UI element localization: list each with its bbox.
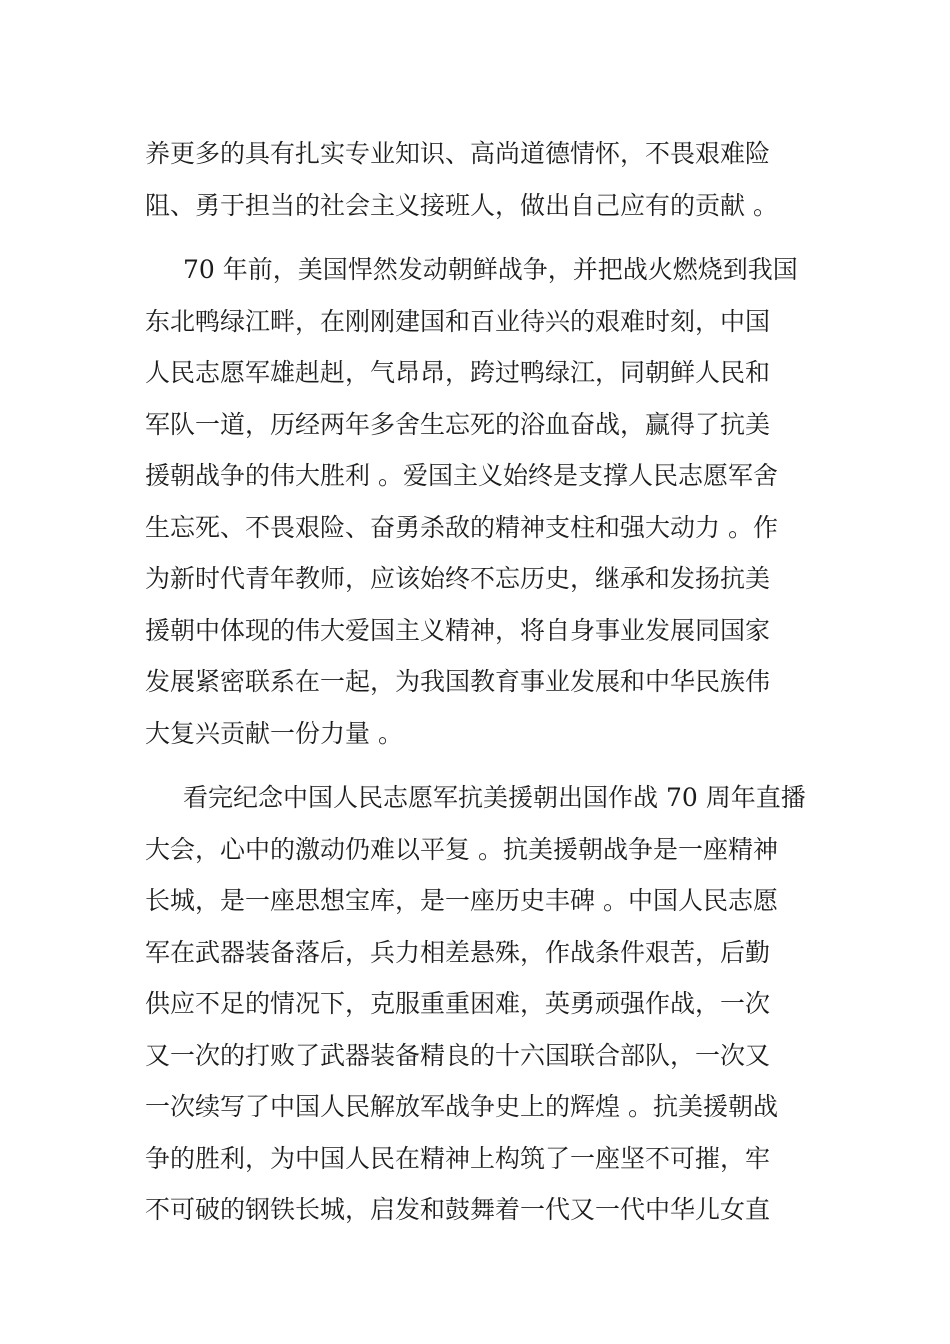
text-line: 军队一道，历经两年多舍生忘死的浴血奋战，赢得了抗美 [145, 409, 771, 439]
text-line: 大复兴贡献一份力量 。 [145, 718, 403, 748]
text-line: 又一次的打败了武器装备精良的十六国联合部队，一次又 [145, 1040, 771, 1070]
paragraph-3 [145, 772, 815, 1236]
document-body [145, 128, 815, 1236]
text-line: 援朝战争的伟大胜利 。爱国主义始终是支撑人民志愿军舍 [145, 461, 778, 490]
text-line: 发展紧密联系在一起，为我国教育事业发展和中华民族伟 [145, 667, 771, 696]
paragraph-1 [145, 128, 815, 231]
paragraph-2 [145, 244, 815, 759]
text-line: 人民志愿军雄赳赳，气昂昂，跨过鸭绿江，同朝鲜人民和 [145, 358, 771, 387]
text-line: 军在武器装备落后，兵力相差悬殊，作战条件艰苦，后勤 [145, 937, 771, 967]
paragraph-spacing [145, 759, 815, 772]
text-line: 70 年前，美国悍然发动朝鲜战争，并把战火燃烧到我国 [183, 255, 798, 284]
text-line: 阻、勇于担当的社会主义接班人，做出自己应有的贡献 。 [145, 190, 778, 220]
text-line: 看完纪念中国人民志愿军抗美援朝出国作战 70 周年直播 [183, 783, 806, 812]
text-line: 为新时代青年教师，应该始终不忘历史，继承和发扬抗美 [145, 564, 771, 593]
text-line: 大会，心中的激动仍难以平复 。抗美援朝战争是一座精神 [145, 834, 778, 864]
text-line: 养更多的具有扎实专业知识、高尚道德情怀，不畏艰难险 [145, 139, 771, 168]
text-line: 生忘死、不畏艰险、奋勇杀敌的精神支柱和强大动力 。作 [145, 512, 778, 542]
text-line: 一次续写了中国人民解放军战争史上的辉煌 。抗美援朝战 [145, 1092, 778, 1121]
text-line: 援朝中体现的伟大爱国主义精神，将自身事业发展同国家 [145, 615, 771, 645]
text-line: 东北鸭绿江畔，在刚刚建国和百业待兴的艰难时刻，中国 [145, 306, 771, 336]
text-line: 争的胜利，为中国人民在精神上构筑了一座坚不可摧，牢 [145, 1143, 771, 1173]
paragraph-spacing [145, 231, 815, 244]
text-line: 不可破的钢铁长城，启发和鼓舞着一代又一代中华儿女直 [145, 1195, 771, 1224]
text-line: 长城，是一座思想宝库，是一座历史丰碑 。中国人民志愿 [145, 886, 778, 915]
text-line: 供应不足的情况下，克服重重困难，英勇顽强作战，一次 [145, 989, 771, 1018]
